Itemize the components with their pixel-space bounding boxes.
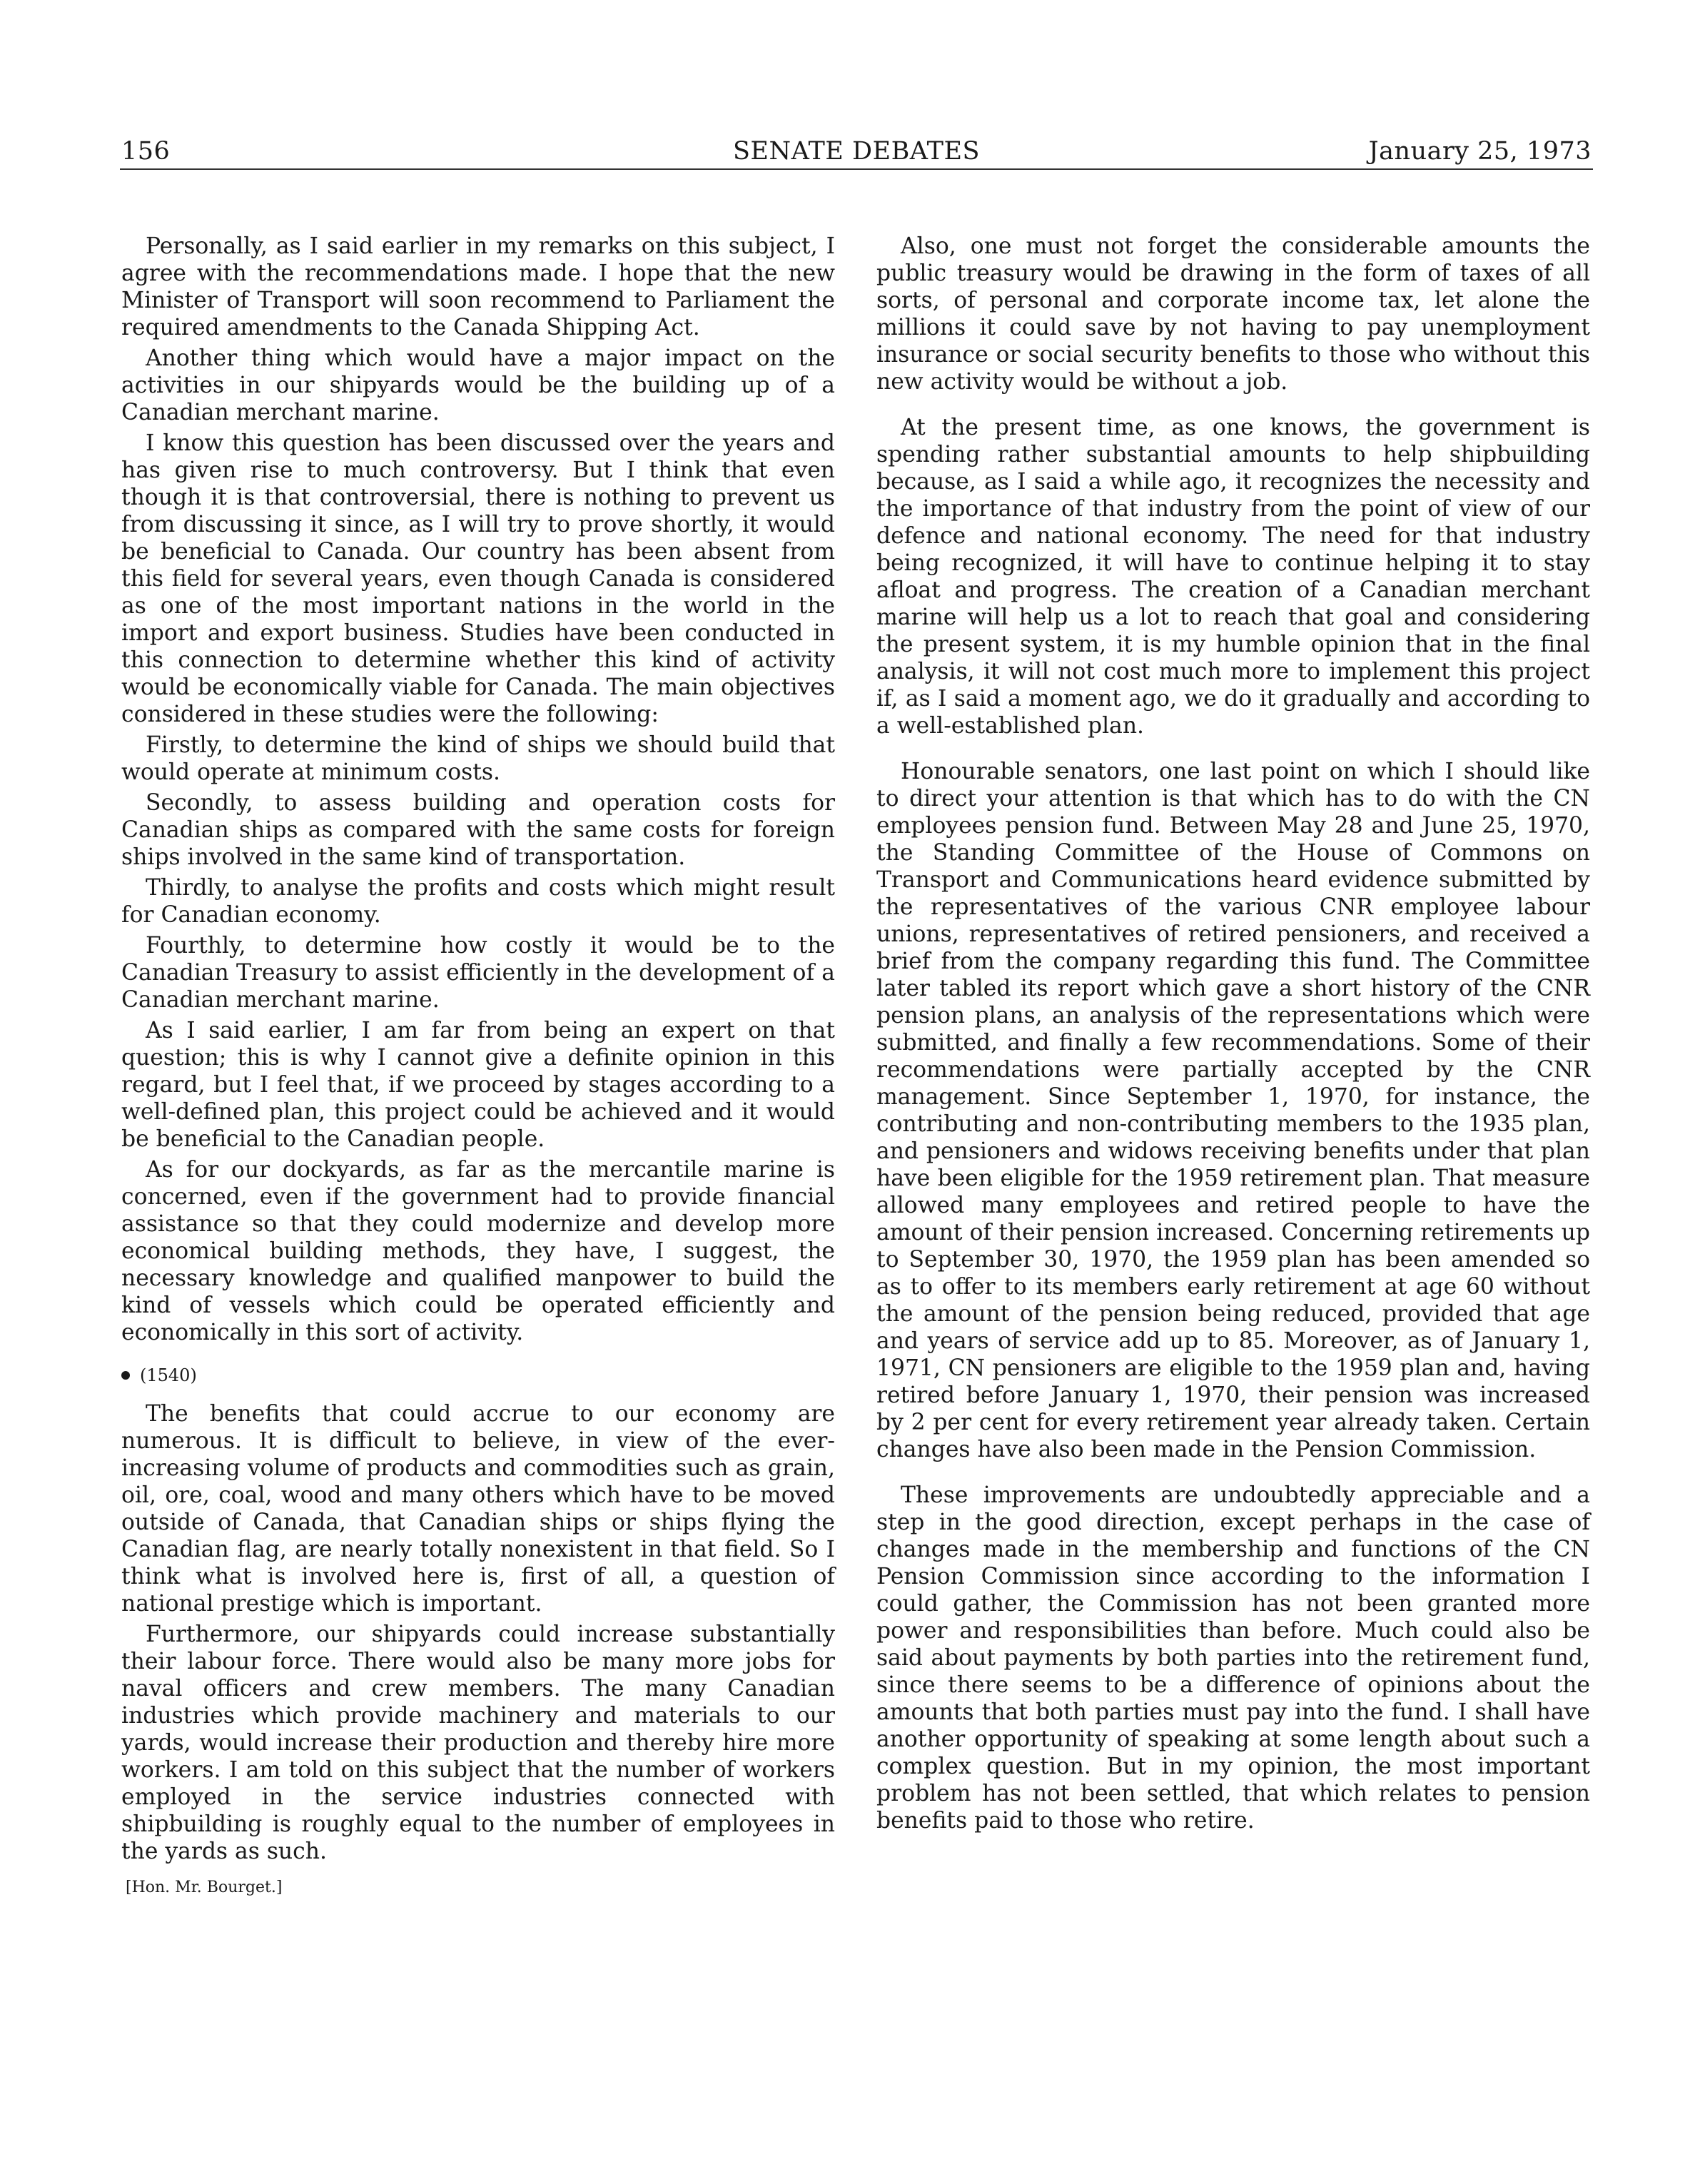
page-header — [120, 133, 1593, 170]
left-column — [121, 233, 835, 1898]
paragraph: Personally, as I said earlier in my remarks on this subject, I agree with the recommendations made. I hope that the new Minister of Transport will soon recommend to Parliament the required amendments to the Canada Shipping Act. — [121, 233, 835, 340]
time-marker — [121, 1365, 835, 1386]
bullet-icon — [121, 1371, 130, 1380]
paragraph: Firstly, to determine the kind of ships we should build that would operate at minimum costs. — [121, 732, 835, 785]
paragraph: As I said earlier, I am far from being an expert on that question; this is why I cannot give a definite opinion in this regard, but I feel that, if we proceed by stages according to a well-defined plan, this project could be achieved and it would be beneficial to the Canadian people. — [121, 1018, 835, 1152]
page-number: 156 — [121, 137, 171, 166]
paragraph: Honourable senators, one last point on which I should like to direct your attention is that which has to do with the CN employees pension fund. Between May 28 and June 25, 1970, the Standing Committee of the House of Commons on Transport and Communications heard evidence submitted by the representatives of the various CNR employee labour unions, representatives of retired pensioners, and received a brief from the company regarding this fund. The Committee later tabled its report which gave a short history of the CNR pension plans, an analysis of the representations which were submitted, and finally a few recommendations. Some of their recommendations were partially accepted by the CNR management. Since September 1, 1970, for instance, the contributing and non-contributing members to the 1935 plan, and pensioners and widows receiving benefits under that plan have been eligible for the 1959 retirement plan. That measure allowed many employees and retired people to have the amount of their pension increased. Concerning retirements up to September 30, 1970, the 1959 plan has been amended so as to offer to its members early retirement at age 60 without the amount of the pension being reduced, provided that age and years of service add up to 85. Moreover, as of January 1, 1971, CN pensioners are eligible to the 1959 plan and, having retired before January 1, 1970, their pension was increased by 2 per cent for every retirement year already taken. Certain changes have also been made in the Pension Commission. — [876, 759, 1590, 1462]
paragraph: Furthermore, our shipyards could increase substantially their labour force. There would also be many more jobs for naval officers and crew members. The many Canadian industries which provide machinery and materials to our yards, would increase their production and thereby hire more workers. I am told on this subject that the number of workers employed in the service industries connected with shipbuilding is roughly equal to the number of employees in the yards as such. — [121, 1622, 835, 1864]
time-marker-label: (1540) — [140, 1365, 197, 1385]
paragraph: Also, one must not forget the considerable amounts the public treasury would be drawing in the form of taxes of all sorts, of personal and corporate income tax, let alone the millions it could save by not having to pay unemployment insurance or social security benefits to those who without this new activity would be without a job. — [876, 233, 1590, 395]
paragraph: As for our dockyards, as far as the mercantile marine is concerned, even if the government had to provide financial assistance so that they could modernize and develop more economical building methods, they have, I suggest, the necessary knowledge and qualified manpower to build the kind of vessels which could be operated efficiently and economically in this sort of activity. — [121, 1157, 835, 1345]
paragraph: Another thing which would have a major impact on the activities in our shipyards would be the building up of a Canadian merchant marine. — [121, 345, 835, 425]
paragraph: Secondly, to assess building and operation costs for Canadian ships as compared with the same costs for foreign ships involved in the same kind of transportation. — [121, 790, 835, 870]
paragraph: At the present time, as one knows, the government is spending rather substantial amounts to help shipbuilding because, as I said a while ago, it recognizes the necessity and the importance of that industry from the point of view of our defence and national economy. The need for that industry being recognized, it will have to continue helping it to stay afloat and progress. The creation of a Canadian merchant marine will help us a lot to reach that goal and considering the present system, it is my humble opinion that in the final analysis, it will not cost much more to implement this project if, as I said a moment ago, we do it gradually and according to a well-established plan. — [876, 415, 1590, 739]
paragraph: Thirdly, to analyse the profits and costs which might result for Canadian economy. — [121, 875, 835, 928]
paragraph: I know this question has been discussed over the years and has given rise to much controversy. But I think that even though it is that controversial, there is nothing to prevent us from discussing it since, as I will try to prove shortly, it would be beneficial to Canada. Our country has been absent from this field for several years, even though Canada is considered as one of the most important nations in the world in the import and export business. Studies have been conducted in this connection to determine whether this kind of activity would be economically viable for Canada. The main objectives considered in these studies were the following: — [121, 430, 835, 727]
running-title: SENATE DEBATES — [732, 137, 981, 166]
paragraph: The benefits that could accrue to our economy are numerous. It is difficult to believe, in view of the ever-increasing volume of products and commodities such as grain, oil, ore, coal, wood and many others which have to be moved outside of Canada, that Canadian ships or ships flying the Canadian flag, are nearly totally nonexistent in that field. So I think what is involved here is, first of all, a question of national prestige which is important. — [121, 1401, 835, 1617]
paragraph: Fourthly, to determine how costly it would be to the Canadian Treasury to assist efficiently in the development of a Canadian merchant marine. — [121, 933, 835, 1013]
header-date: January 25, 1973 — [1368, 137, 1592, 166]
speaker-note: [Hon. Mr. Bourget.] — [126, 1879, 283, 1896]
right-column — [876, 233, 1590, 1838]
paragraph: These improvements are undoubtedly appreciable and a step in the good direction, except perhaps in the case of changes made in the membership and functions of the CN Pension Commission since according to the information I could gather, the Commission has not been granted more power and responsibilities than before. Much could also be said about payments by both parties into the retirement fund, since there seems to be a difference of opinions about the amounts that both parties must pay into the fund. I shall have another opportunity of speaking at some length about such a complex question. But in my opinion, the most important problem has not been settled, that which relates to pension benefits paid to those who retire. — [876, 1482, 1590, 1834]
